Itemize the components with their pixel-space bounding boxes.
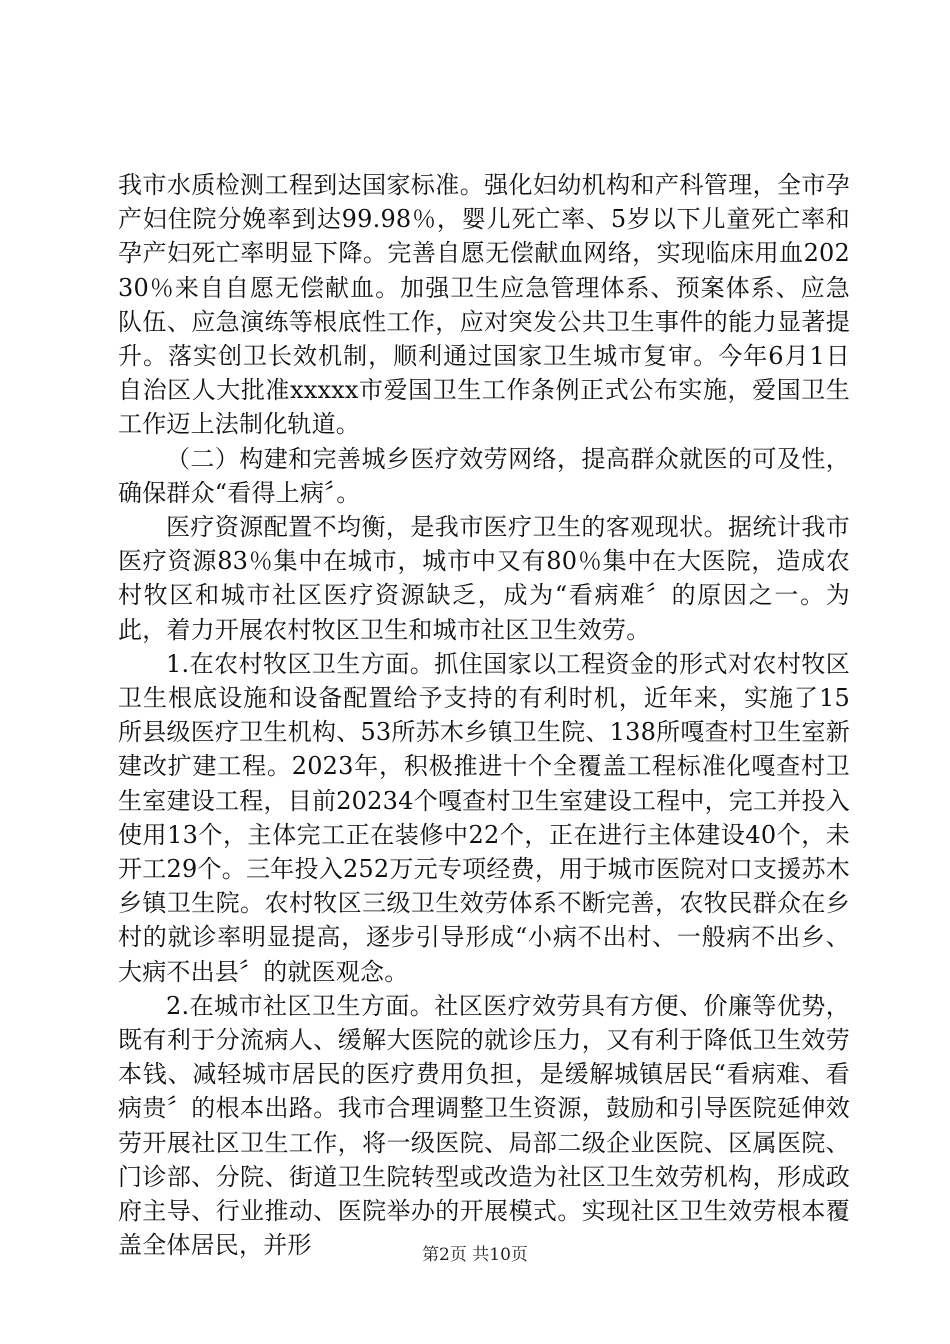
paragraph-community-health: 2.在城市社区卫生方面。社区医疗效劳具有方便、价廉等优势，既有利于分流病人、缓解大医院的就诊压力，又有利于降低卫生效劳本钱、减轻城市居民的医疗费用负担，是缓解城镇居民“看病难、看病贵〞的根本出路。我市合理调整卫生资源，鼓励和引导医院延伸效劳开展社区卫生工作，将一级医院、局部二级企业医院、区属医院、门诊部、分院、街道卫生院转型或改造为社区卫生效劳机构，形成政府主导、行业推动、医院举办的开展模式。实现社区卫生效劳根本覆盖全体居民，并形 — [118, 991, 850, 1260]
paragraph-rural-health: 1.在农村牧区卫生方面。抓住国家以工程资金的形式对农村牧区卫生根底设施和设备配置给予支持的有利时机，近年来，实施了15所县级医疗卫生机构、53所苏木乡镇卫生院、138所嘎查村卫生室新建改扩建工程。2023年，积极推进十个全覆盖工程标准化嘎查村卫生室建设工程，目前20234个嘎查村卫生室建设工程中，完工并投入使用13个，主体完工正在装修中22个，正在进行主体建设40个，未开工29个。三年投入252万元专项经费，用于城市医院对口支援苏木乡镇卫生院。农村牧区三级卫生效劳体系不断完善，农牧民群众在乡村的就诊率明显提高，逐步引导形成“小病不出村、一般病不出乡、大病不出县〞的就医观念。 — [118, 649, 850, 986]
paragraph-resource-allocation: 医疗资源配置不均衡，是我市医疗卫生的客观现状。据统计我市医疗资源83％集中在城市，城市中又有80％集中在大医院，造成农村牧区和城市社区医疗资源缺乏，成为“看病难〞的原因之一。为此，着力开展农村牧区卫生和城市社区卫生效劳。 — [118, 513, 850, 644]
document-body — [118, 168, 850, 1263]
paragraph-continuation: 我市水质检测工程到达国家标准。强化妇幼机构和产科管理，全市孕产妇住院分娩率到达99.98％，婴儿死亡率、5岁以下儿童死亡率和孕产妇死亡率明显下降。完善自愿无偿献血网络，实现临床用血20230％来自自愿无偿献血。加强卫生应急管理体系、预案体系、应急队伍、应急演练等根底性工作，应对突发公共卫生事件的能力显著提升。落实创卫长效机制，顺利通过国家卫生城市复审。今年6月1日自治区人大批准xxxxx市爱国卫生工作条例正式公布实施，爱国卫生工作迈上法制化轨道。 — [118, 171, 850, 439]
section-heading: （二）构建和完善城乡医疗效劳网络，提高群众就医的可及性，确保群众“看得上病〞。 — [118, 444, 850, 507]
page-footer: 第2页 共10页 — [422, 1245, 528, 1265]
